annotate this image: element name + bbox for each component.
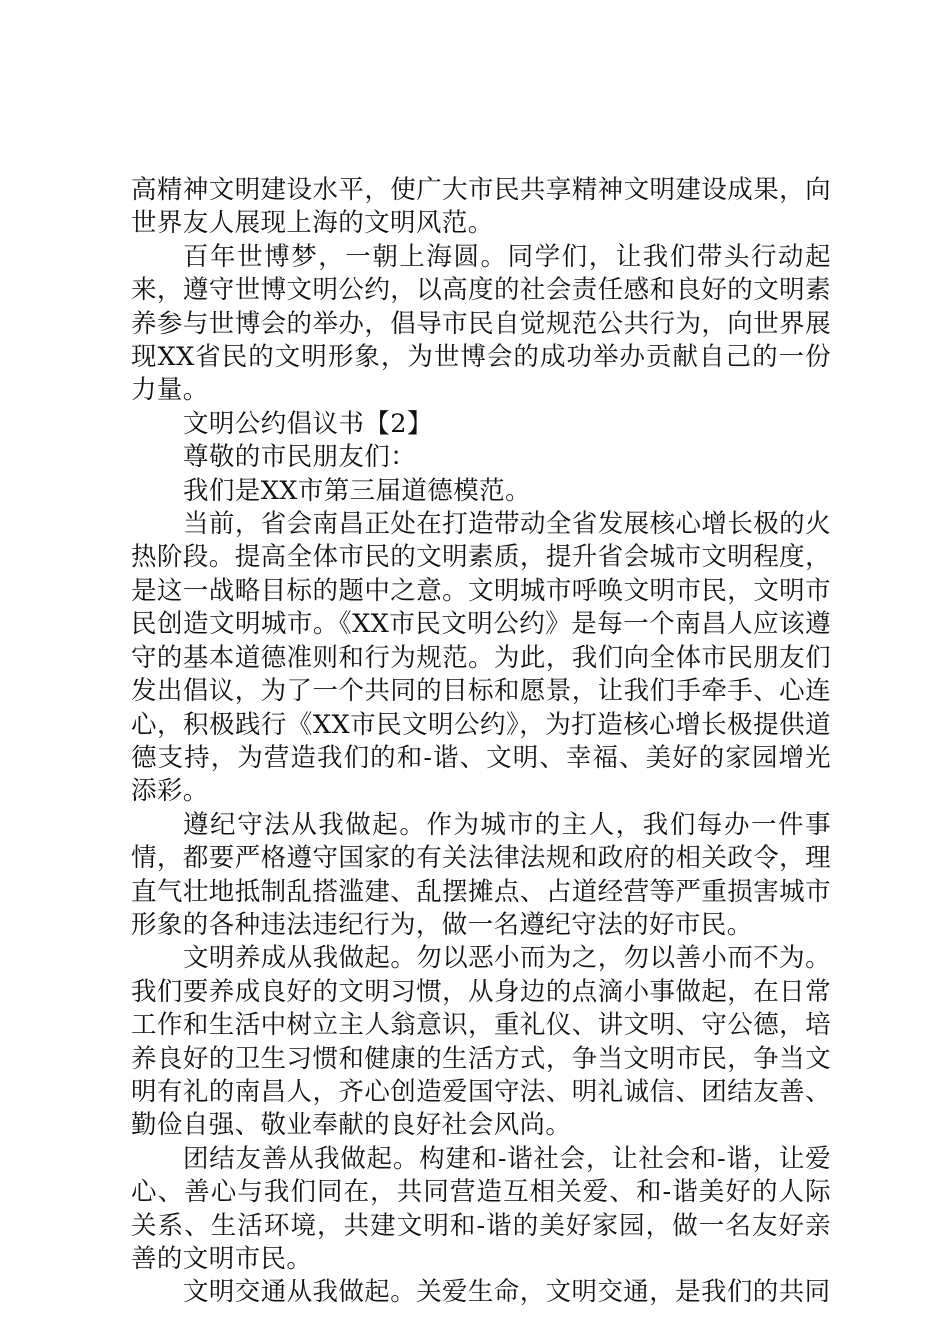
paragraph-traffic: 文明交通从我做起。关爱生命，文明交通，是我们的共同 [183,1277,831,1308]
paragraph-law-abiding: 遵纪守法从我做起。作为城市的主人，我们每办一件事情，都要严格遵守国家的有关法律法规和政府的相关政令，理直气壮地抵制乱搭滥建、乱摆摊点、占道经营等严重损害城市形象的各种违法违纪行为，做一名遵纪守法的好市民。 [131,809,831,940]
salutation: 尊敬的市民朋友们： [183,442,417,473]
paragraph-expo-call: 百年世博梦，一朝上海圆。同学们，让我们带头行动起来，遵守世博文明公约，以高度的社会责任感和良好的文明素养参与世博会的举办，倡导市民自觉规范公共行为，向世界展现XX省民的文明形象，为世博会的成功举办贡献自己的一份力量。 [131,241,831,406]
paragraph-unity: 团结友善从我做起。构建和-谐社会，让社会和-谐，让爱心、善心与我们同在，共同营造互相关爱、和-谐美好的人际关系、生活环境，共建文明和-谐的美好家园，做一名友好亲善的文明市民。 [131,1143,831,1274]
paragraph-current-stage: 当前，省会南昌正处在打造带动全省发展核心增长极的火热阶段。提高全体市民的文明素质，提升省会城市文明程度，是这一战略目标的题中之意。文明城市呼唤文明市民，文明市民创造文明城市。《XX市民文明公约》是每一个南昌人应该遵守的基本道德准则和行为规范。为此，我们向全体市民朋友们发出倡议，为了一个共同的目标和愿景，让我们手牵手、心连心，积极践行《XX市民文明公约》，为打造核心增长极提供道德支持，为营造我们的和-谐、文明、幸福、美好的家园增光添彩。 [131,509,831,807]
paragraph-civility: 文明养成从我做起。勿以恶小而为之，勿以善小而不为。我们要养成良好的文明习惯，从身边的点滴小事做起，在日常工作和生活中树立主人翁意识，重礼仪、讲文明、守公德，培养良好的卫生习惯和健康的生活方式，争当文明市民，争当文明有礼的南昌人，齐心创造爱国守法、明礼诚信、团结友善、勤俭自强、敬业奉献的良好社会风尚。 [131,943,831,1141]
paragraph-continuation: 高精神文明建设水平，使广大市民共享精神文明建设成果，向世界友人展现上海的文明风范。 [131,175,831,239]
document-body [131,174,831,1310]
section-heading: 文明公约倡议书【2】 [183,408,433,439]
paragraph-intro: 我们是XX市第三届道德模范。 [183,475,531,506]
